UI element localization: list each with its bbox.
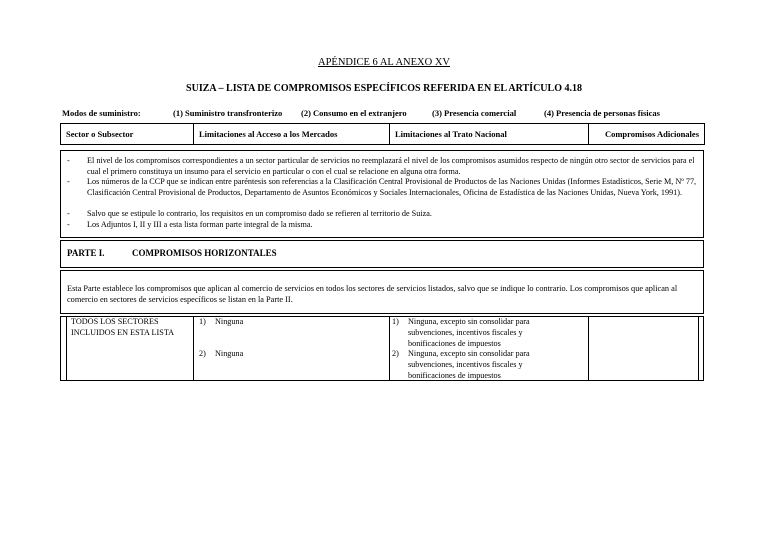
column-header-table — [60, 123, 705, 145]
table-row — [67, 316, 699, 381]
general-notes: - El nivel de los compromisos correspondientes a un sector particular de servicios no reemplazará el nivel de los compromisos asumidos respecto de ningún otro sector de servicios para el cual el primero constituya un insumo para el servicio en particular o con el cual se relacione en alguna otra forma. - Los números de la CCP que se indican entre paréntesis son referencias a la Clasificación Central Provisional de Productos de las Naciones Unidas (Informes Estadísticos, Serie M, Nº 77, Clasificación Central Provisional de Productos, Departamento de Asuntos Económicos y Sociales Internacionales, Oficina de Estadística de las Naciones Unidas, Nueva York, 1991). - Salvo que se estipule lo contrario, los requisitos en un compromiso dado se refieren al territorio de Suiza. - Los Adjuntos I, II y III a esta lista forman parte integral de la misma. — [60, 150, 704, 238]
mode-1: (1) Suministro transfronterizo — [173, 108, 283, 118]
modes-label: Modos de suministro: — [62, 108, 141, 118]
header-additional: Compromisos Adicionales — [589, 124, 705, 145]
part-title: COMPROMISOS HORIZONTALES — [132, 248, 277, 258]
header-national-treatment: Limitaciones al Trato Nacional — [390, 124, 589, 145]
commitments-table — [66, 316, 699, 381]
document-title: SUIZA – LISTA DE COMPROMISOS ESPECÍFICOS REFERIDA EN EL ARTÍCULO 4.18 — [186, 83, 582, 94]
mode-2: (2) Consumo en el extranjero — [301, 108, 407, 118]
header-market-access: Limitaciones al Acceso a los Mercados — [194, 124, 390, 145]
part-number: PARTE I. — [67, 248, 105, 258]
part-heading — [60, 240, 704, 268]
header-sector: Sector o Subsector — [61, 124, 194, 145]
additional-cell — [589, 316, 699, 381]
market-access-cell: 1) Ninguna 2) Ninguna — [194, 316, 390, 381]
sector-name: TODOS LOS SECTORES INCLUIDOS EN ESTA LISTA — [71, 317, 175, 337]
mode-4: (4) Presencia de personas físicas — [544, 108, 660, 118]
mode-3: (3) Presencia comercial — [432, 108, 517, 118]
sector-cell — [67, 316, 194, 381]
national-treatment-cell: 1) Ninguna, excepto sin consolidar para subvenciones, incentivos fiscales y bonificaciones de impuestos 2) Ninguna, excepto sin consolidar para subvenciones, incentivos fiscales y bonificaciones de impuestos — [390, 316, 589, 381]
part-intro: Esta Parte establece los compromisos que aplican al comercio de servicios en todos los sectores de servicios listados, salvo que se indique lo contrario. Los compromisos que aplican al comercio en sectores de servicios específicos se listan en la Parte II. — [60, 270, 704, 314]
appendix-title: APÉNDICE 6 AL ANEXO XV — [317, 57, 451, 68]
